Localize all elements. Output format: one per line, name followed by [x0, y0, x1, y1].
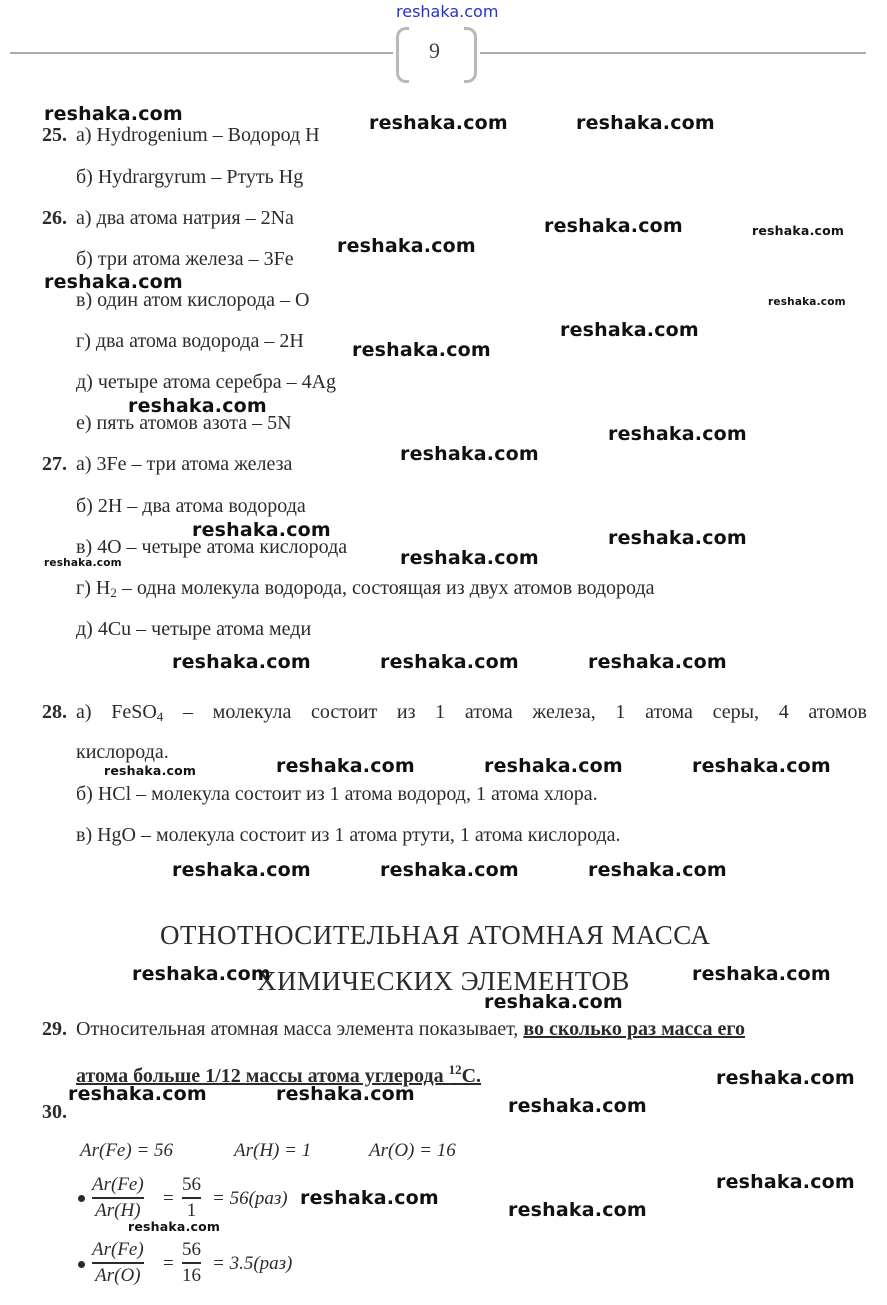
watermark: reshaka.com: [104, 763, 197, 778]
formula2-numerator: Ar(Fe): [92, 1239, 144, 1260]
q28-number: 28.: [42, 701, 67, 723]
q28-b: б) HCl – молекула состоит из 1 атома водород, 1 атома хлора.: [76, 783, 598, 805]
q26-d: г) два атома водорода – 2H: [76, 330, 304, 352]
watermark: reshaka.com: [544, 215, 683, 237]
watermark: reshaka.com: [68, 1083, 207, 1105]
watermark: reshaka.com: [276, 1083, 415, 1105]
q30-given-fe: Ar(Fe) = 56: [80, 1140, 174, 1161]
q29-bold-continuation: атома больше 1/12 массы атома углерода $^{12}$C.: [76, 1062, 482, 1087]
formula1-fraction-bar: [92, 1197, 144, 1199]
watermark: reshaka.com: [508, 1095, 647, 1117]
section-heading-line1: ОТНОТНОСИТЕЛЬНАЯ АТОМНАЯ МАССА: [160, 920, 711, 950]
watermark: reshaka.com: [380, 859, 519, 881]
formula1-numerator: Ar(Fe): [92, 1174, 144, 1195]
q26-number: 26.: [42, 207, 67, 229]
watermark: reshaka.com: [588, 651, 727, 673]
formula2-fraction-bar: [92, 1262, 144, 1264]
watermark: reshaka.com: [716, 1067, 855, 1089]
watermark: reshaka.com: [337, 235, 476, 257]
watermark: reshaka.com: [380, 651, 519, 673]
formula1-fraction-values: [182, 1174, 201, 1222]
watermark: reshaka.com: [484, 755, 623, 777]
watermark: reshaka.com: [44, 271, 183, 293]
q25-b: б) Hydrargyrum – Ртуть Hg: [76, 166, 304, 188]
formula2-equals: =: [163, 1253, 174, 1274]
q28-c: в) HgO – молекула состоит из 1 атома ртути, 1 атома кислорода.: [76, 824, 621, 846]
section-heading-line2: ХИМИЧЕСКИХ ЭЛЕМЕНТОВ: [257, 966, 630, 996]
formula1-value-numerator: 56: [182, 1174, 201, 1195]
formula2-bullet-icon: [78, 1261, 85, 1268]
q30-number: 30.: [42, 1101, 67, 1123]
q26-f: е) пять атомов азота – 5N: [76, 412, 292, 434]
watermark: reshaka.com: [128, 1219, 221, 1234]
q26-c: в) один атом кислорода – O: [76, 289, 310, 311]
watermark: reshaka.com: [276, 755, 415, 777]
watermark: reshaka.com: [172, 651, 311, 673]
q27-d: г) $H_2$ – одна молекула водорода, состоящая из двух атомов водорода: [76, 577, 655, 600]
formula2-fraction-values: [182, 1239, 201, 1287]
formula2-denominator: Ar(O): [95, 1264, 141, 1286]
watermark: reshaka.com: [560, 319, 699, 341]
watermark: reshaka.com: [752, 223, 845, 238]
watermark: reshaka.com: [588, 859, 727, 881]
watermark: reshaka.com: [300, 1187, 439, 1209]
header-rule-left: [10, 52, 393, 54]
q29-text: Относительная атомная масса элемента показывает, во сколько раз масса его: [76, 1018, 746, 1040]
watermark: reshaka.com: [692, 755, 831, 777]
watermark: reshaka.com: [172, 859, 311, 881]
header-rule-right: [480, 52, 866, 54]
q30-given-h: Ar(H) = 1: [234, 1140, 312, 1161]
watermark: reshaka.com: [400, 443, 539, 465]
watermark: reshaka.com: [508, 1199, 647, 1221]
watermark: reshaka.com: [692, 963, 831, 985]
watermark: reshaka.com: [192, 519, 331, 541]
formula2-value-bar: [182, 1262, 201, 1264]
watermark: reshaka.com: [128, 395, 267, 417]
q27-b: б) 2H – два атома водорода: [76, 495, 306, 517]
formula2-value-numerator: 56: [182, 1239, 201, 1260]
q30-given-o: Ar(O) = 16: [369, 1140, 456, 1161]
watermark: reshaka.com: [716, 1171, 855, 1193]
formula1-value-denominator: 1: [186, 1199, 197, 1221]
watermark: reshaka.com: [400, 547, 539, 569]
watermark: reshaka.com: [44, 557, 122, 569]
q28-a-continued: кислорода.: [76, 741, 169, 763]
q27-number: 27.: [42, 453, 67, 475]
watermark: reshaka.com: [132, 963, 271, 985]
q25-number: 25.: [42, 124, 67, 146]
header-site-link[interactable]: reshaka.com: [396, 2, 499, 21]
formula1-bullet-icon: [78, 1195, 85, 1202]
formula1-equals: =: [163, 1188, 174, 1209]
watermark: reshaka.com: [608, 527, 747, 549]
q27-c: в) 4O – четыре атома кислорода: [76, 536, 348, 558]
watermark: reshaka.com: [576, 112, 715, 134]
q28-a: а) FeSO$_4$ – молекула состоит из 1 атома железа, 1 атома серы, 4 атомов: [76, 701, 867, 724]
watermark: reshaka.com: [44, 103, 183, 125]
page-number-bracket-left: [396, 27, 409, 83]
q29-number: 29.: [42, 1018, 67, 1040]
q27-e: д) 4Cu – четыре атома меди: [76, 618, 312, 640]
page-number: 9: [429, 38, 440, 63]
q26-b: б) три атома железа – 3Fe: [76, 248, 294, 270]
formula2-value-denominator: 16: [182, 1264, 201, 1286]
q27-a: а) 3Fe – три атома железа: [76, 453, 293, 475]
watermark: reshaka.com: [484, 991, 623, 1013]
formula1-value-bar: [182, 1197, 201, 1199]
formula2-fraction-ar: [92, 1239, 144, 1287]
watermark: reshaka.com: [768, 296, 846, 308]
watermark: reshaka.com: [352, 339, 491, 361]
formula1-result: = 56(раз): [212, 1188, 288, 1209]
watermark: reshaka.com: [369, 112, 508, 134]
q25-a: а) Hydrogenium – Водород H: [76, 124, 320, 146]
q26-a: а) два атома натрия – 2Na: [76, 207, 294, 229]
q26-e: д) четыре атома серебра – 4Ag: [76, 371, 337, 393]
watermark: reshaka.com: [608, 423, 747, 445]
formula1-fraction-ar: [92, 1174, 144, 1222]
formula2-result: = 3.5(раз): [212, 1253, 293, 1274]
page-number-bracket-right: [464, 27, 477, 83]
formula1-denominator: Ar(H): [95, 1199, 141, 1221]
